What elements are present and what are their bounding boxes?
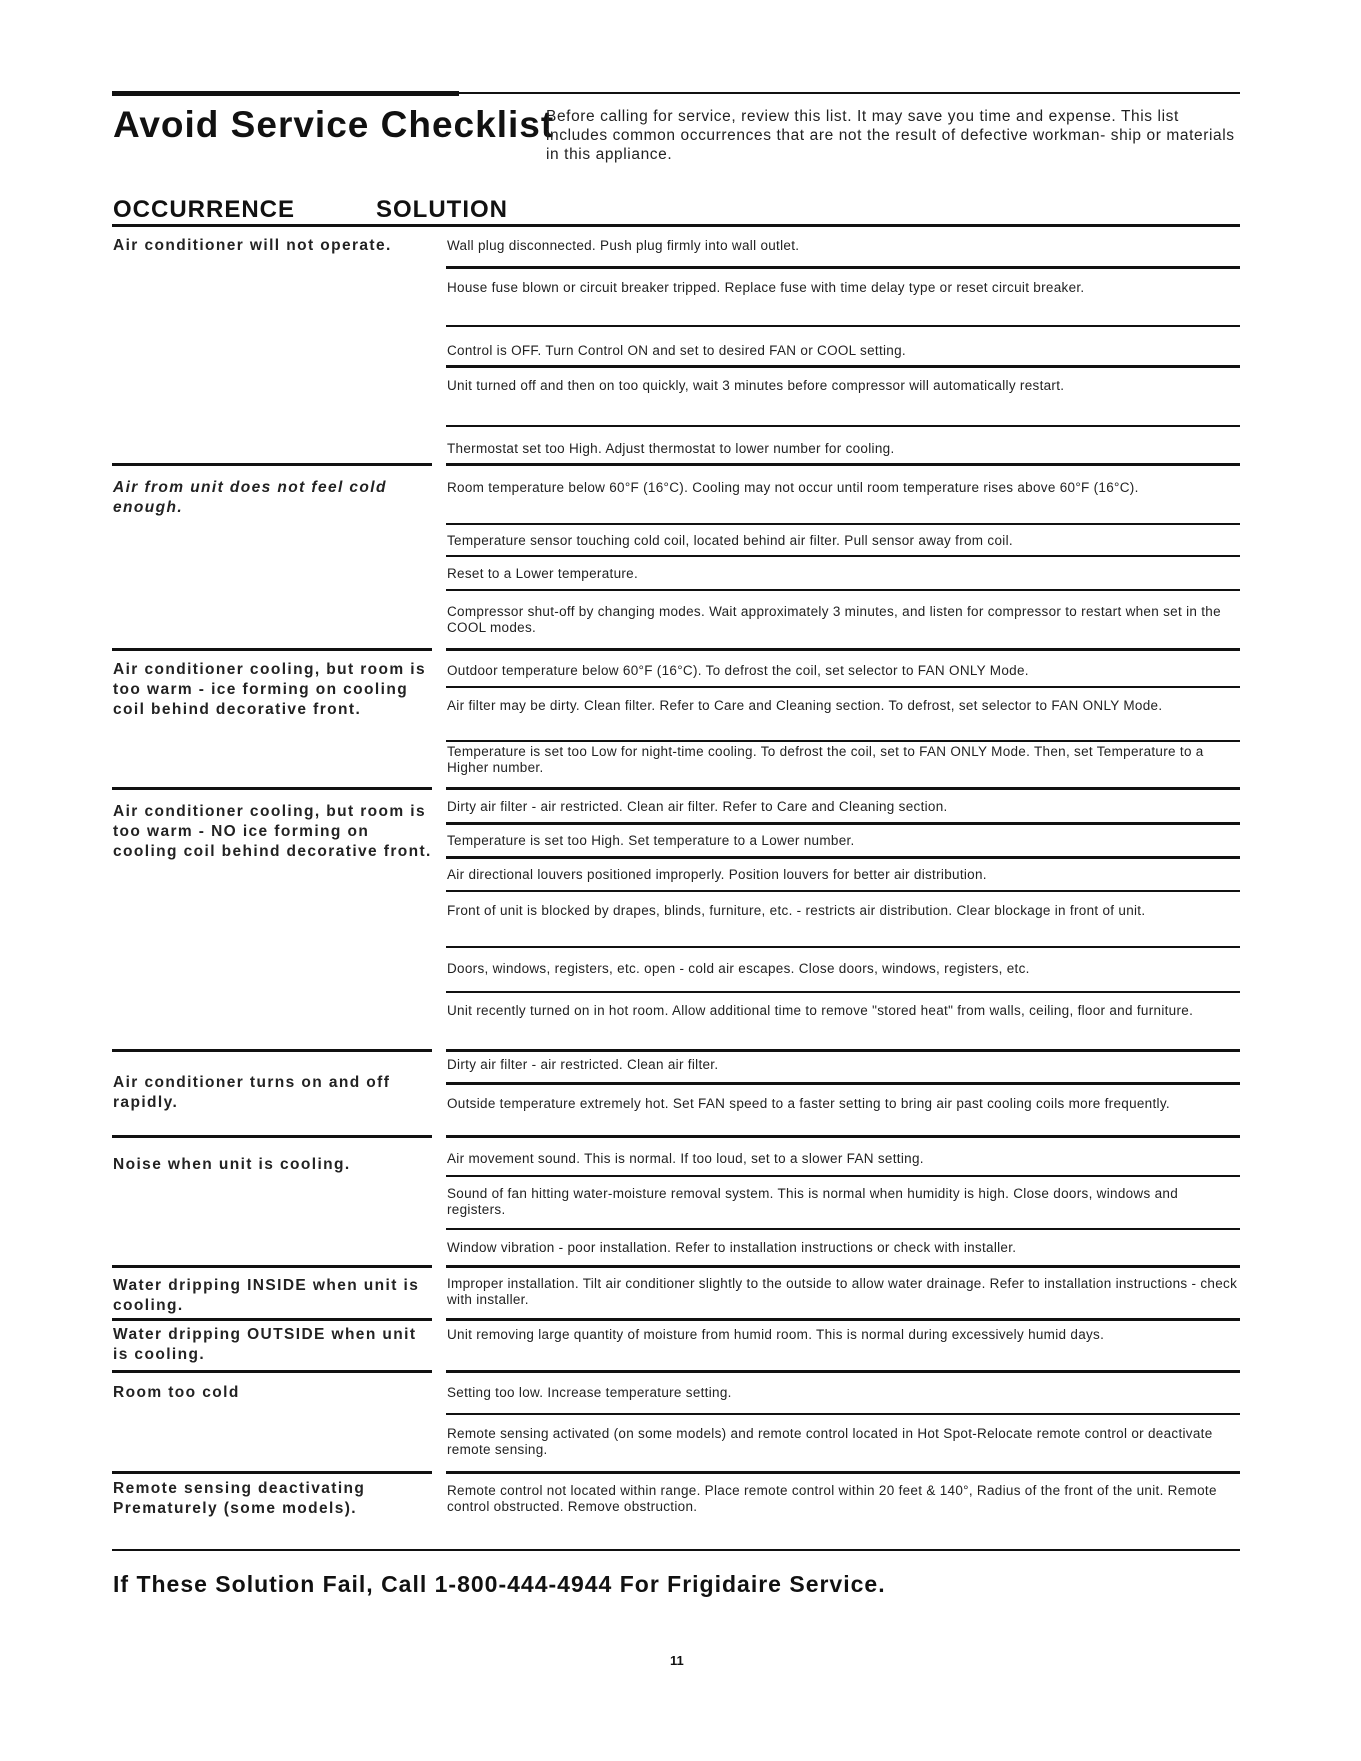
occurrence-item: Air conditioner cooling, but room is too warm - ice forming on cooling coil behind decorative front. (113, 661, 427, 718)
solution-item: Window vibration - poor installation. Refer to installation instructions or check with installer. (447, 1240, 1017, 1255)
solution-divider (446, 822, 1240, 825)
solution-divider (446, 463, 1240, 466)
column-heading-rule (112, 224, 1240, 227)
occurrence-divider (112, 787, 432, 790)
solution-item: Room temperature below 60°F (16°C). Cooling may not occur until room temperature rises above 60°F (16°C). (447, 480, 1139, 495)
solution-item: Remote control not located within range. Place remote control within 20 feet & 140°, Radius of the front of the unit. Remote control obstructed. Remove obstruction. (447, 1483, 1217, 1514)
solution-item: Wall plug disconnected. Push plug firmly into wall outlet. (447, 238, 800, 253)
occurrence-divider (112, 1370, 432, 1373)
occurrence-item: Room too cold (113, 1384, 240, 1401)
solution-divider (446, 991, 1240, 993)
solution-item: Front of unit is blocked by drapes, blinds, furniture, etc. - restricts air distribution. Clear blockage in front of unit. (447, 903, 1146, 918)
occurrence-divider (112, 1135, 432, 1138)
solution-item: Doors, windows, registers, etc. open - cold air escapes. Close doors, windows, registers, etc. (447, 961, 1030, 976)
footer-rule (112, 1549, 1240, 1551)
solution-divider (446, 589, 1240, 591)
occurrence-divider (112, 1265, 432, 1268)
solution-item: Unit recently turned on in hot room. Allow additional time to remove "stored heat" from walls, ceiling, floor and furniture. (447, 1003, 1194, 1018)
solution-divider (446, 856, 1240, 859)
solution-item: Reset to a Lower temperature. (447, 566, 639, 581)
solution-item: Outside temperature extremely hot. Set FAN speed to a faster setting to bring air past cooling coils more frequently. (447, 1096, 1170, 1111)
solution-divider (446, 946, 1240, 948)
solution-item: Compressor shut-off by changing modes. Wait approximately 3 minutes, and listen for compressor to restart when set in the COOL modes. (447, 604, 1221, 635)
solution-item: Sound of fan hitting water-moisture removal system. This is normal when humidity is high. Close doors, windows and registers. (447, 1186, 1179, 1217)
solution-item: Improper installation. Tilt air conditioner slightly to the outside to allow water drainage. Refer to installation instructions - check with installer. (447, 1276, 1238, 1307)
solution-divider (446, 787, 1240, 790)
occurrence-item: Air conditioner cooling, but room is too warm - NO ice forming on cooling coil behind decorative front. (113, 803, 432, 860)
solution-item: Outdoor temperature below 60°F (16°C). To defrost the coil, set selector to FAN ONLY Mode. (447, 663, 1029, 678)
solution-divider (446, 555, 1240, 557)
occurrence-divider (112, 463, 432, 466)
solution-divider (446, 365, 1240, 368)
solution-divider (446, 425, 1240, 427)
occurrence-item: Water dripping INSIDE when unit is cooling. (113, 1277, 420, 1314)
solution-divider (446, 1413, 1240, 1415)
occurrence-column-heading: OCCURRENCE (113, 196, 296, 223)
solution-item: Setting too low. Increase temperature setting. (447, 1385, 732, 1400)
page-number: 11 (670, 1653, 684, 1668)
solution-item: Air filter may be dirty. Clean filter. Refer to Care and Cleaning section. To defrost, set selector to FAN ONLY Mode. (447, 698, 1163, 713)
solution-divider (446, 648, 1240, 651)
occurrence-item: Water dripping OUTSIDE when unit is cooling. (113, 1326, 417, 1363)
solution-item: Temperature sensor touching cold coil, located behind air filter. Pull sensor away from coil. (447, 533, 1013, 548)
occurrence-divider (112, 1049, 432, 1052)
occurrence-item: Remote sensing deactivating Prematurely (some models). (113, 1480, 366, 1517)
solution-item: Unit removing large quantity of moisture from humid room. This is normal during excessively humid days. (447, 1327, 1105, 1342)
solution-divider (446, 266, 1240, 269)
solution-item: House fuse blown or circuit breaker tripped. Replace fuse with time delay type or reset circuit breaker. (447, 280, 1085, 295)
solution-item: Control is OFF. Turn Control ON and set to desired FAN or COOL setting. (447, 343, 906, 358)
occurrence-divider (112, 1471, 432, 1474)
solution-item: Temperature is set too High. Set temperature to a Lower number. (447, 833, 855, 848)
solution-divider (446, 1370, 1240, 1373)
solution-item: Thermostat set too High. Adjust thermostat to lower number for cooling. (447, 441, 895, 456)
solution-item: Dirty air filter - air restricted. Clean air filter. (447, 1057, 719, 1072)
solution-item: Unit turned off and then on too quickly, wait 3 minutes before compressor will automatically restart. (447, 378, 1065, 393)
solution-divider (446, 686, 1240, 688)
solution-divider (446, 523, 1240, 525)
solution-divider (446, 1228, 1240, 1230)
occurrence-divider (112, 648, 432, 651)
solution-column-heading: SOLUTION (376, 196, 508, 223)
solution-divider (446, 325, 1240, 327)
solution-item: Remote sensing activated (on some models) and remote control located in Hot Spot-Relocate remote control or deactivate remote sensing. (447, 1426, 1213, 1457)
occurrence-item: Noise when unit is cooling. (113, 1156, 351, 1173)
solution-divider (446, 1135, 1240, 1138)
solution-item: Dirty air filter - air restricted. Clean air filter. Refer to Care and Cleaning section. (447, 799, 948, 814)
solution-divider (446, 1471, 1240, 1474)
intro-paragraph: Before calling for service, review this list. It may save you time and expense. This list includes common occurrences that are not the result of defective workman- ship or materials in this appliance. (546, 108, 1235, 163)
solution-divider (446, 1049, 1240, 1052)
solution-divider (446, 1175, 1240, 1177)
occurrence-divider (112, 1318, 432, 1321)
solution-divider (446, 1318, 1240, 1321)
page-title: Avoid Service Checklist (113, 104, 555, 145)
solution-item: Temperature is set too Low for night-time cooling. To defrost the coil, set to FAN ONLY Mode. Then, set Temperature to a Higher number. (447, 744, 1204, 775)
solution-divider (446, 1265, 1240, 1268)
solution-divider (446, 1082, 1240, 1085)
solution-item: Air directional louvers positioned improperly. Position louvers for better air distribution. (447, 867, 987, 882)
occurrence-item: Air conditioner will not operate. (113, 237, 392, 254)
occurrence-item: Air conditioner turns on and off rapidly. (113, 1074, 391, 1111)
service-phone-footer: If These Solution Fail, Call 1-800-444-4944 For Frigidaire Service. (113, 1571, 886, 1597)
solution-divider (446, 740, 1240, 742)
occurrence-item: Air from unit does not feel cold enough. (113, 479, 387, 516)
solution-divider (446, 890, 1240, 892)
header-rule (112, 92, 1240, 94)
solution-item: Air movement sound. This is normal. If too loud, set to a slower FAN setting. (447, 1151, 924, 1166)
